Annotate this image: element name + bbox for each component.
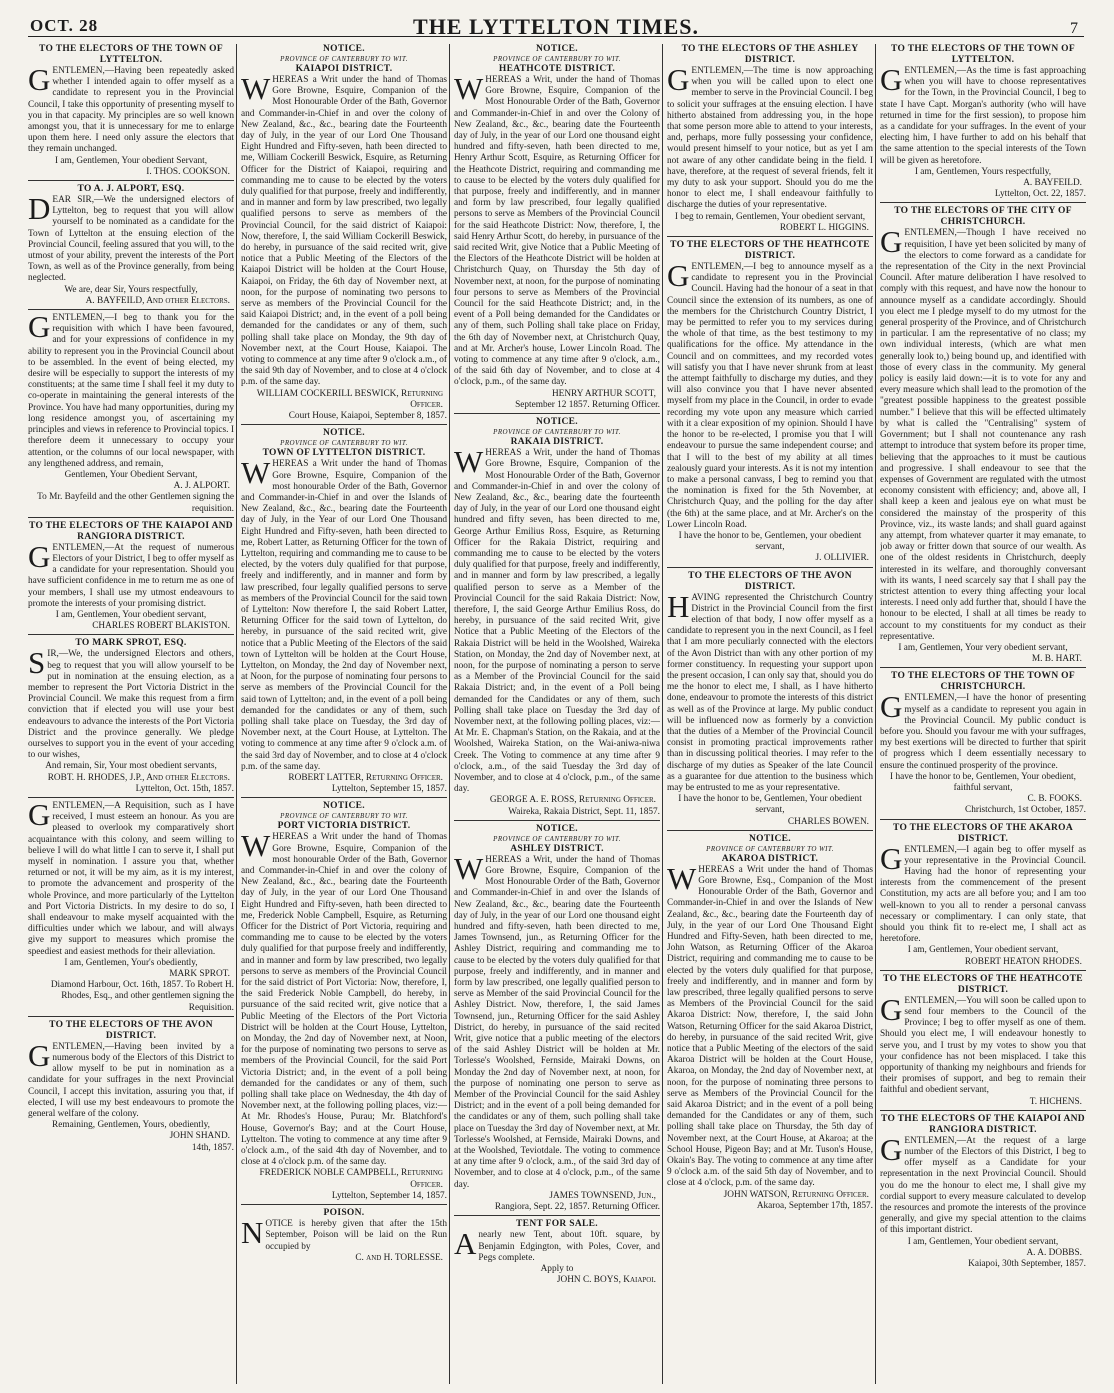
ad-closing: I beg to remain, Gentlemen, Your obedient servant, [674,211,866,222]
ad-body: GENTLEMEN,—A Requisition, such as I have received, I must esteem an honour. As you are pleased to overlook my comparatively short acquaintance with this colony, and seem willing to believe I will do what little I can to serve it, I shall put myself in nomination. I assure you that, whether returned or not, it will be my aim, as it is my interest, to promote the advancement and prosperity of the whole Province, and more particularly of the Lyttelton and Port Victoria Districts. In my desire to do so, I shall endeavour to make myself acquainted with the difficulties under which we labour, and will always give my support to measures which promise the speediest and easiest methods for their alleviation. [28,796,234,957]
ad-province-line: PROVINCE OF CANTERBURY TO WIT. [280,439,408,448]
ad-dateline: To Mr. Bayfeild and the other Gentlemen signing the requisition. [37,492,234,514]
ad-heading: TO THE ELECTORS OF THE TOWN OF LYTTELTON. [39,44,223,65]
masthead [28,10,1084,37]
ad-closing: I am, Gentlemen, Yours respectfully, [914,166,1052,177]
ad-closing: I have the honor to be, Gentlemen, your obedient servant, [678,530,862,553]
advertisement [880,202,1086,665]
advertisement [454,820,660,1214]
ad-district: HEATHCOTE DISTRICT. [498,64,616,74]
ad-body: WHEREAS a Writ, under the hand of Thomas Gore Browne, Esquire, Companion of the Most Honourable Order of the Bath, Governor and Commander-in-Chief in and over the Islands of New Zealand, &c., &c., bearing date the Fourteenth day of July, in the year of our Lord one thousand eight hundred and fifty-seven, hath been directed to me, James Townsend, jun., as Returning Officer for the Ashley District, requiring and commanding me to cause to be elected by the voters duly qualified for that purpose, freely and indifferently, and in manner and form by law prescribed, one legally qualified person to serve as Member of the said Provincial Council for the Ashley District. Now, therefore, I, the said James Townsend, jun., Returning Officer for the said Ashley District, do hereby, in pursuance of the said recited Writ, give notice that a public meeting of the electors of the said Ashley District will be holden at Mr. Torlesse's Woolshed, Fernside, Mairaki Downs, on Monday the 2nd day of November next, at noon, for the purpose of nominating one person to serve as Member of the Provincial Council for the said Ashley District; and in the event of a poll being demanded for the candidates or any of them, such polling shall take place on Tuesday the 3rd day of November next, at Mr. Torlesse's Woolshed, at Fernside, Mairaki Downs, and at the Woolshed, Teviotdale. The voting to commence at any time after 9 o'clock, a.m., of the said 3rd day of November, and to close at 4 o'clock, p.m., of the same day. [454,850,660,1190]
ad-body: GENTLEMEN,—Though I have received no requisition, I have yet been solicited by many of the electors to come forward as a candidate for the representation of the City in the next Provincial Council. After mature deliberation I have resolved to comply with this request, and have now the honour to announce myself as a candidate accordingly. Should you elect me I pledge myself to do my utmost for the general prosperity of the Province, and of Christchurch in particular. I am the representative of no class; my own individual interests, (which are what men generally look to,) being bound up, and identified with those of every class in the community. My general policy is easily laid down:—it is to vote for any and every measure which shall lead to the promotion of the "greatest possible happiness to the greatest possible number." I believe that this will be effected ultimately by what is called the "Centralising" system of Government; but I shall not countenance any rash attempt to introduce that system before its proper time, believing that the approaches to it must be cautious and progressive. I shall endeavour to see that the expenses of Government are regulated with the utmost economy consistent with efficiency; and, above all, I shall keep a keen and jealous eye on what must be considered the mainstay of the prosperity of this Province, viz., its waste lands; and shall guard against any attempt, from whatever quarter it may emanate, to job away or fritter down that source of our wealth. As one of the oldest residents in Christchurch, deeply interested in its welfare, and thoroughly conversant with its wants, I need scarcely say that I shall pay the strictest attention to every thing affecting your local interests. I need only add further that, should I have the honour to be elected, I shall at all times be ready to account to my constituents for my conduct as their representative. [880,224,1086,642]
ad-body: GENTLEMEN,—I have the honor of presenting myself as a candidate to represent you again in the Provincial Council. My public conduct is before you. Should you favour me with your suffrages, my best exertions will be directed to further that spirit of progress which I deem essentially necessary to ensure the continued prosperity of the province. [880,689,1086,771]
ad-signature: A. BAYFEILD, And other Electors. [85,295,230,306]
columns [28,44,1086,1384]
ad-dateline: Kaiapoi, 30th September, 1857. [968,1259,1086,1270]
ad-closing: I am, Gentlemen, Your's obediently, [64,957,198,968]
advertisement [241,44,447,422]
ad-heading: POISON. [323,1208,365,1219]
ad-signature: I. THOS. COOKSON. [146,166,230,177]
advertisement [28,180,234,307]
ad-heading: NOTICE. [323,801,365,812]
ad-body: GENTLEMEN,—You will soon be called upon to send four members to the Council of the Province; I beg to offer myself as one of them. Should you elect me, I will endeavour honestly to serve you, and I trust by my votes to show you that your confidence has not been misplaced. I take this opportunity of thanking my neighbours and friends for their promises of support, and beg to remain their faithful and obedient servant, [880,991,1086,1096]
ad-district: TOWN OF LYTTELTON DISTRICT. [262,448,426,459]
ad-closing: I am, Gentlemen, Your obedient Servant, [54,155,208,166]
ad-heading: TO THE ELECTORS OF THE ASHLEY DISTRICT. [681,44,859,65]
ad-closing: I am, Gentlemen, Your very obedient servant, [898,642,1068,653]
column-1 [28,44,234,1384]
ad-heading: NOTICE. [536,823,578,834]
ad-closing: I am, Gentlemen, Your obedient servant, [55,609,207,620]
advertisement [880,667,1086,816]
advertisement [454,44,660,411]
ad-heading: TO THE ELECTORS OF THE HEATHCOTE DISTRICT. [670,240,870,262]
ad-signature: J. OLLIVIER. [815,553,869,564]
column-rule [662,44,663,1384]
advertisement [667,236,873,564]
ad-district: AKAROA DISTRICT. [721,853,819,864]
ad-body: WHEREAS a Writ under the hand of Thomas Gore Browne, Esq., Companion of the Most Honourable Order of the Bath, Governor and Commander-in-Chief in and over the Islands of New Zealand, &c., &c., bearing date the Fourteenth day of July, in the year of our Lord One Thousand Eight Hundred and Fifty-Seven, hath been directed to me, John Watson, as Returning Officer of the Akaroa District, requiring and commanding me to cause to be elected by the voters duly qualified for that purpose, freely and indifferently, and in manner and form by law prescribed, three legally qualified persons to serve as Members of the Provincial Council for the said Akaroa District: Now, therefore, I, the said John Watson, Returning Officer for the said Akaroa District, do hereby, in pursuance of the said recited Writ, give notice that a Public Meeting of the electors of the said Akaroa District will be holden at the Court House, Akaroa, on Monday, the 2nd day of November next, at noon, for the purpose of nominating three persons to serve as Members of the Provincial Council for the said Akaroa District; and in the event of a poll being demanded for the Candidates or any of them, such polling shall take place on Thursday, the 5th day of November next, at the Court House, at Akaroa; at the School House, Pigeon Bay; and at Mr. Tuson's House, Okain's Bay. The voting to commence at any time after 9 o'clock a.m. of the said 5th day of November, and to close at 4 o'clock, p.m. of the same day. [667,860,873,1189]
ad-signature: CHARLES ROBERT BLAKISTON. [92,621,230,632]
advertisement [241,424,447,795]
ad-body: GENTLEMEN,—I again beg to offer myself as your representative in the Provincial Council. Having had the honor of representing your interests from the commencement of the present Constitution, my acts are all before you; and I am too well-known to you all to render a personal canvass necessary or complimentary. I can only state, that should you think fit to re-elect me, I shall act as heretofore. [880,840,1086,945]
column-rule [236,44,237,1384]
ad-dateline: Lyttelton, September 15, 1857. [331,784,447,795]
advertisement [454,413,660,818]
ad-dateline: Rangiora, Sept. 22, 1857. Returning Officer. [494,1202,660,1213]
ad-body: GENTLEMEN,—Having been invited by a numerous body of the Electors of this District to allow myself to be put in nomination as a candidate for your suffrages in the next Provincial Council, I accept this invitation, assuring you that, if elected, I will use my best endeavours to promote the general welfare of the colony. [28,1037,234,1120]
page-number: 7 [1070,20,1078,37]
ad-body: WHEREAS a Writ under the hand of Thomas Gore Browne, Esquire, Companion of the Most Honourable Order of the Bath, Governor and Commander-in-Chief in and over the colony of New Zealand, &c., &c., bearing date the Fourteenth day of July, in the year of our Lord One Thousand Eight Hundred and Fifty-seven, hath been directed to me, William Cockerill Beswick, Esquire, as Returning Officer for the District of Kaiapoi, requiring and commanding me to cause to be elected by the voters duly qualified for that purpose, freely and indifferently, and in manner and form by law prescribed, two legally qualified persons to serve as members of the Provincial Council, for the said district of Kaiapoi: Now, therefore, I, the said William Cockerill Beswick, do hereby, in pursuance of the said recited writ, give notice that a Public Meeting of the Electors of the Kaiapoi District will be holden at the Court House, Kaiapoi, on Friday, the 6th day of November next, at noon, for the purpose of nominating two persons to serve as members of the Provincial Council for the said Kaiapoi District; and, in the event of a poll being demanded for the candidates or any of them, such polling shall take place on Monday, the 9th day of November next, at the Court House, Kaiapoi. The voting to commence at any time after 9 o'clock a.m., of the said 9th day of November, and to close at 4 o'clock p.m. of the same day. [241,71,447,388]
ad-province-line: PROVINCE OF CANTERBURY TO WIT. [280,812,408,821]
ad-dateline: Court House, Kaiapoi, September 8, 1857. [288,411,447,422]
ad-signature: C. B. FOOKS. [1027,794,1082,805]
ad-dateline: 14th, 1857. [191,1142,234,1153]
ad-heading: TO A. J. ALPORT, ESQ. [77,184,185,195]
ad-heading: TO THE ELECTORS OF THE CITY OF CHRISTCHURCH. [894,206,1072,228]
ad-body: GENTLEMEN,—At the request of a large number of the Electors of this District, I beg to offer myself as a Candidate for your representation in the next Provincial Council. Should you do me the honour to elect me, I shall give my cordial support to every measure calculated to develop the resources and promote the interests of the province generally, and give my special attention to the claims of this important district. [880,1131,1086,1236]
advertisement [28,44,234,178]
issue-date: OCT. 28 [30,16,99,35]
ad-province-line: PROVINCE OF CANTERBURY TO WIT. [706,844,834,853]
ad-body: GENTLEMEN,—I beg to thank you for the requisition with which I have been favoured, and for your expressions of confidence in my ability to represent you in the Provincial Council about to be assembled. In the event of being elected, my desire will be especially to support the interests of my constituents; at the same time I shall feel it my duty to co-operate in maintaining the general interests of the Province. You have had many opportunities, during my long residence amongst you, of ascertaining my principles and views in reference to Provincial topics. I therefore deem it unnecessary to occupy your attention, or the columns of our local newspaper, with any lengthened address, and remain, [28,309,234,469]
ad-body: HAVING represented the Christchurch Country District in the Provincial Council from the first election of that body, I now offer myself as a candidate to represent you in the next Council, as I feel that I am more peculiarly connected with the electors of the Avon District than with any other portion of my former constituency. In requesting your support upon the present occasion, I can only say that, should you do me the honor to elect me, I shall, as I have hitherto done, endeavour to promote the interests of this district as well as of the Province at large. My public conduct will be influenced now as formerly by a conviction that the duties of a Member of the Provincial Council consist in promoting practical improvements rather than in discussing political theories. I may refer to the discharge of my duties as Speaker of the late Council as a guarantee for due attention to the business which may be entrusted to me as your representative. [667,588,873,793]
advertisement [880,970,1086,1108]
advertisement [28,309,234,515]
advertisement [28,634,234,795]
ad-body: GENTLEMEN,—As the time is fast approaching when you will have to choose representatives for the Town, in the Provincial Council, I beg to state I have Capt. Morgan's authority (who will have returned in time for the first session), to propose him as a candidate for your suffrages. In the event of your electing him, I have further to add on his behalf that the same attention to the special interests of the Town will be given as heretofore. [880,62,1086,166]
ad-heading: TO THE ELECTORS OF THE AVON DISTRICT. [688,570,852,592]
ad-heading: NOTICE. [749,833,791,844]
ad-closing: We are, dear Sir, Yours respectfully, [64,284,198,295]
ad-body: GENTLEMEN,—I beg to announce myself as a candidate to represent you in the Provincial Council. Having had the honour of a seat in that Council since the extension of its numbers, as one of the members for the Christchurch Country District, I may be permitted to refer you to my services during the whole of that time, as the best testimony to my qualifications for the office. My attendance in the Council and on committees, and my recorded votes will satisfy you that I have never shrunk from at least the attempt faithfully to discharge my duties, and they will also convince you that I have never absented myself from my place in the Council, in order to evade recording my vote upon any measure which carried with it a clear exposition of my opinion. Should I have the honor to be re-elected, I promise you that I will endeavour to pursue the same independent course; and that I will to the best of my ability at all times zealously guard your interests. As it is not my intention to make a personal canvass, I beg to remind you that the nomination is fixed for the 5th November, at Christchurch Quay, and the polling for the day after (the 6th) at the same place, and at Mr. Archer's on the Lower Lincoln Road. [667,258,873,530]
ad-body: WHEREAS a Writ, under the hand of Thomas Gore Browne, Esquire, Companion of the Most Honourable Order of the Bath, Governor and Commander-in-Chief in and over the colony of New Zealand, &c., &c., bearing date the fourteenth day of July, in the year of our Lord one thousand eight hundred and fifty seven, has been directed to me, George Arthur Emilius Ross, Esquire, as Returning Officer for the Rakaia District, requiring and commanding me to cause to be elected by the voters duly qualified for that purpose, freely and indifferently, and in manner and form by law prescribed, a legally qualified person to serve as a Member of the Provincial Council for the said Rakaia District: Now, therefore, I, the said George Arthur Emilius Ross, do hereby, in pursuance of the said recited Writ, give Notice that a Public Meeting of the Electors of the Rakaia District will be held in the Woolshed, Waireka Station, on Monday, the 2nd day of November next, at noon, for the purpose of nominating a person to serve as a Member of the Provincial Council for the said Rakaia District; and, in the event of a Poll being demanded for the Candidates or any of them, such Polling shall take place on Tuesday the 3rd day of November next, at the following polling places, viz:— At Mr. E. Chapman's Station, on the Rakaia, and at the Woolshed, Waireka Station, on the Wai-aniwa-niwa Creek. The Voting to commence at any time after 9 o'clock, a.m., of the said Tuesday the 3rd day of November, and to close at 4 o'clock, p.m., of the same day. [454,444,660,795]
ad-district: KAIAPOI DISTRICT. [295,64,393,74]
ad-dateline: Christchurch, 1st October, 1857. [965,805,1086,816]
ad-heading: TO THE ELECTORS OF THE AKAROA DISTRICT. [892,822,1073,844]
column-rule [875,44,876,1384]
ad-body: WHEREAS a Writ under the hand of Thomas Gore Browne, Esquire, Companion of the most honourable Order of the Bath, Governor and Commander-in-Chief in and over the colony of New Zealand, &c., &c., bearing date the Fourteenth day of July, in the year of our Lord One Thousand Eight Hundred and Fifty-seven, hath been directed to me, Frederick Noble Campbell, Esquire, as Returning Officer for the District of Port Victoria, requiring and commanding me to cause to be elected by the voters duly qualified for that purpose freely and indifferently, and in manner and form by law prescribed, two legally persons to serve as members of the Provincial Council for the said district of Port Victoria: Now, therefore, I, the said Frederick Noble Campbell, do hereby, in pursuance of the said recited writ, give notice that a Public Meeting of the Electors of the Port Victoria District will be holden at the Court House, Lyttelton, on Monday, the 2nd day of November next, at Noon, for the purpose of nominating two persons to serve as members of the Provincial Council, for the said Port Victoria District; and, in the event of a poll being demanded for the candidates or any of them, such polling shall take place on Wednesday, the 4th day of November next, at the following polling places, viz:— At Mr. Rhodes's House, Purau; Mr. Blatchford's House, Governor's Bay; and at the Court House, Lyttelton. The voting to commence at any time after 9 o'clock a.m., of the said 4th day of November, and to close at 4 o'clock p.m. of the same day. [241,828,447,1168]
ad-signature: JOHN WATSON, Returning Officer. [723,1189,869,1200]
advertisement [28,1016,234,1154]
column-3 [454,44,660,1384]
ad-heading: NOTICE. [323,428,365,439]
ad-heading: TO THE ELECTORS OF THE TOWN OF CHRISTCHURCH. [891,671,1075,693]
ad-dateline: Lyttelton, September 14, 1857. [331,1190,447,1201]
advertisement [667,567,873,828]
ad-signature: ROBT. H. RHODES, J.P., And other Electors. [47,772,230,783]
ad-closing: Remaining, Gentlemen, Yours, obediently, [52,1120,210,1131]
advertisement [880,1110,1086,1270]
ad-signature: JOHN C. BOYS, Kaiapoi. [556,1275,656,1286]
ad-body: WHEREAS a Writ under the hand of Thomas Gore Browne, Esquire, Companion of the most honourable Order of the Bath, Governor and Commander-in-Chief in and over the Islands of New Zealand, &c., &c., bearing date the Fourteenth day of July, in the Year of our Lord One Thousand Eight Hundred and Fifty-seven, hath been directed to me, Robert Latter, as Returning Officer for the town of Lyttelton, requiring and commanding me to cause to be elected, by the voters duly qualified for that purpose, freely and indifferently, and in manner and form by law prescribed, four legally qualified persons to serve as members of the Provincial Council for the said town of Lyttelton: Now therefore I, the said Robert Latter, Returning Officer for the said town of Lyttelton, do hereby, in pursuance of the said recited writ, give notice that a Public Meeting of the Electors of the said town of Lyttelton will be holden at the Court House, Lyttelton, on Monday, the 2nd day of November next, at Noon, for the purpose of nominating four persons to serve as members of the Provincial Council for the said town of Lyttelton; and, in the event of a poll being demanded for the candidates or any of them, such polling shall take place on Tuesday, the 3rd day of November next, at the Court House, at Lyttelton. The voting to commence at any time after 9 o'clock a.m. of the said 3rd day of November, and to close at 4 o'clock p.m. of the same day. [241,455,447,772]
ad-heading: TO THE ELECTORS OF THE KAIAPOI AND RANGIORA DISTRICT. [881,1113,1085,1135]
ad-closing: I have the honor to be, Gentlemen, Your obedient servant, [678,794,862,816]
ad-heading: TO MARK SPROT, ESQ. [75,638,187,649]
newspaper-title: THE LYTTELTON TIMES. [413,14,699,39]
ad-signature: M. B. HART. [1031,654,1082,665]
advertisement [880,44,1086,200]
column-5 [880,44,1086,1384]
ad-closing: And remain, Sir, Your most obedient servants, [45,761,217,772]
advertisement [667,44,873,234]
ad-district: PORT VICTORIA DISTRICT. [277,821,411,832]
ad-body: DEAR SIR,—We the undersigned electors of Lyttelton, beg to request that you will allow yourself to be nominated as a candidate for the Town of Lyttelton at the ensuing election of the Provincial Council, feeling assured that you will, to the utmost of your ability, prevent the interests of the Port Town, as well as of the Province generally, from being neglected. [28,191,234,284]
ad-signature: GEORGE A. E. ROSS, Returning Officer. [489,795,656,806]
ad-heading: NOTICE. [323,44,365,54]
ad-signature: JAMES TOWNSEND, Jun., [549,1190,656,1201]
ad-signature: C. and H. TORLESSE. [355,1252,443,1263]
advertisement [454,1215,660,1286]
ad-signature: ROBERT L. HIGGINS. [779,222,869,233]
ad-body: Anearly new Tent, about 10ft. square, by Benjamin Edgington, with Poles, Cover, and Pegs complete. [454,1226,660,1263]
ad-province-line: PROVINCE OF CANTERBURY TO WIT. [493,55,621,63]
ad-heading: TO THE ELECTORS OF THE TOWN OF LYTTELTON. [891,44,1075,65]
ad-body: SIR,—We, the undersigned Electors and others, beg to request that you will allow yourself to be put in nomination at the ensuing election, as a member to represent the Port Victoria District in the Provincial Council. We make this request from a firm conviction that if elected you will use your best endeavours to advance the interests of the Port Victoria District and the province generally. We pledge ourselves to support you in the event of your acceding to our wishes, [28,645,234,761]
ad-body: NOTICE is hereby given that after the 15th September, Poison will be laid on the Run occupied by [241,1215,447,1252]
column-2 [241,44,447,1384]
ad-signature: CHARLES BOWEN. [787,816,869,827]
ad-signature: HENRY ARTHUR SCOTT, [551,388,656,399]
ad-signature: T. HICHENS. [1029,1096,1082,1107]
ad-district: ASHLEY DISTRICT. [510,843,604,854]
ad-signature: ROBERT HEATON RHODES. [964,956,1082,967]
ad-dateline: September 12 1857. Returning Officer. [515,399,660,410]
ad-heading: TO THE ELECTORS OF THE AVON DISTRICT. [49,1019,213,1041]
ad-dateline: Lyttelton, Oct. 22, 1857. [994,189,1086,200]
column-4 [667,44,873,1384]
advertisement [241,1204,447,1264]
ad-heading: TO THE ELECTORS OF THE HEATHCOTE DISTRICT. [883,973,1083,995]
ad-closing: Gentlemen, Your Obedient Servant, [64,469,198,480]
ad-signature: JOHN SHAND. [169,1131,230,1142]
ad-signature: A. J. ALPORT. [173,481,230,492]
advertisement [880,819,1086,968]
ad-dateline: Akaroa, September 17th, 1857. [756,1200,873,1211]
ad-heading: TENT FOR SALE. [516,1219,598,1230]
advertisement [28,797,234,1014]
ad-signature: MARK SPROT. [169,969,230,980]
ad-closing: Apply to [540,1263,574,1274]
ad-province-line: PROVINCE OF CANTERBURY TO WIT. [493,834,621,843]
ad-signature: WILLIAM COCKERILL BESWICK, Returning Officer. [256,388,443,410]
ad-body: WHEREAS a Writ, under the hand of Thomas Gore Browne, Esquire, Companion of the Most Honourable Order of the Bath, Governor and Commander-in-Chief in and over the Colony of New Zealand, &c., &c., bearing date the Fourteenth day of July, in the year of our Lord one thousand eight hundred and fifty-seven, hath been directed to me, Henry Arthur Scott, Esquire, as Returning Officer for the Heathcote District, requiring and commanding me to cause to be elected by the voters duly qualified for that purpose, freely and indifferently, and in manner and form by law prescribed, four legally qualified persons to serve as Members of the Provincial Council for the said Heathcote District: Now, therefore, I, the said Henry Arthur Scott, do hereby, in pursuance of the said recited Writ, give Notice that a Public Meeting of the Electors of the Heathcote District will be holden at Christchurch Quay, on Thursday the 5th day of November next, at noon, for the purpose of nominating four persons to serve as Members of the Provincial Council for the said Heathcote District; and, in the event of a Poll being demanded for the Candidates or any of them, such Polling shall take place on Friday, the 6th day of November next, at Christchurch Quay, and at Mr. Archer's house, Lower Lincoln Road. The voting to commence at any time after 9 o'clock, a.m., of the said 6th day of November, and to close at 4 o'clock, p.m., of the same day. [454,71,660,388]
ad-heading: TO THE ELECTORS OF THE KAIAPOI AND RANGIORA DISTRICT. [29,520,233,542]
ad-closing: I have the honor to be, Gentlemen, Your obedient, faithful servant, [890,771,1076,793]
ad-signature: A. A. DOBBS. [1026,1247,1082,1258]
advertisement [28,517,234,633]
ad-body: GENTLEMEN,—At the request of numerous Electors of your District, I beg to offer myself as a candidate for your representation. Should you have sufficient confidence in me to return me as one of your members, I shall use my utmost endeavours to promote the interests of your promising district. [28,538,234,609]
ad-province-line: PROVINCE OF CANTERBURY TO WIT. [493,428,621,437]
ad-dateline: Diamond Harbour, Oct. 16th, 1857. To Robert H. Rhodes, Esq., and other gentlemen signing the Requisition. [50,980,234,1013]
ad-province-line: PROVINCE OF CANTERBURY TO WIT. [280,55,408,63]
ad-heading: NOTICE. [536,417,578,428]
ad-closing: I am, Gentlemen, Your obedient servant, [907,945,1059,956]
ad-dateline: Lyttelton, Oct. 15th, 1857. [135,783,234,794]
column-rule [449,44,450,1384]
ad-body: GENTLEMEN,—Having been repeatedly asked whether I intended again to offer myself as a candidate to represent you in the Provincial Council, I take this opportunity of presenting myself to you in that capacity. My principles are so well known amongst you, that it is unnecessary for me to enlarge upon them here. I need only assure the electors that they remain unchanged. [28,62,234,155]
advertisement [667,830,873,1212]
ad-dateline: Waireka, Rakaia District, Sept. 11, 1857. [508,806,660,817]
ad-district: RAKAIA DISTRICT. [510,437,604,448]
ad-body: GENTLEMEN,—The time is now approaching when you will be called upon to elect one member to serve in the Provincial Council. I beg to solicit your suffrages at the ensuing election. I have hitherto abstained from addressing you, in the hope that some person more able to attend to your interests, and, perhaps, more fully possessing your confidence, would present himself to your notice, but as yet I am not aware of any other candidate being in the field. I have, therefore, at the request of several friends, felt it my duty to ask your support. Should you do me the honor to elect me, I shall endeavour faithfully to discharge the duties of your representative. [667,62,873,211]
ad-signature: ROBERT LATTER, Returning Officer. [288,772,443,783]
ad-signature: A. BAYFEILD. [1023,178,1082,189]
ad-closing: I am, Gentlemen, Your obedient servant, [907,1236,1059,1247]
ad-heading: NOTICE. [536,44,578,54]
ad-signature: FREDERICK NOBLE CAMPBELL, Returning Officer. [259,1168,443,1190]
advertisement [241,797,447,1202]
